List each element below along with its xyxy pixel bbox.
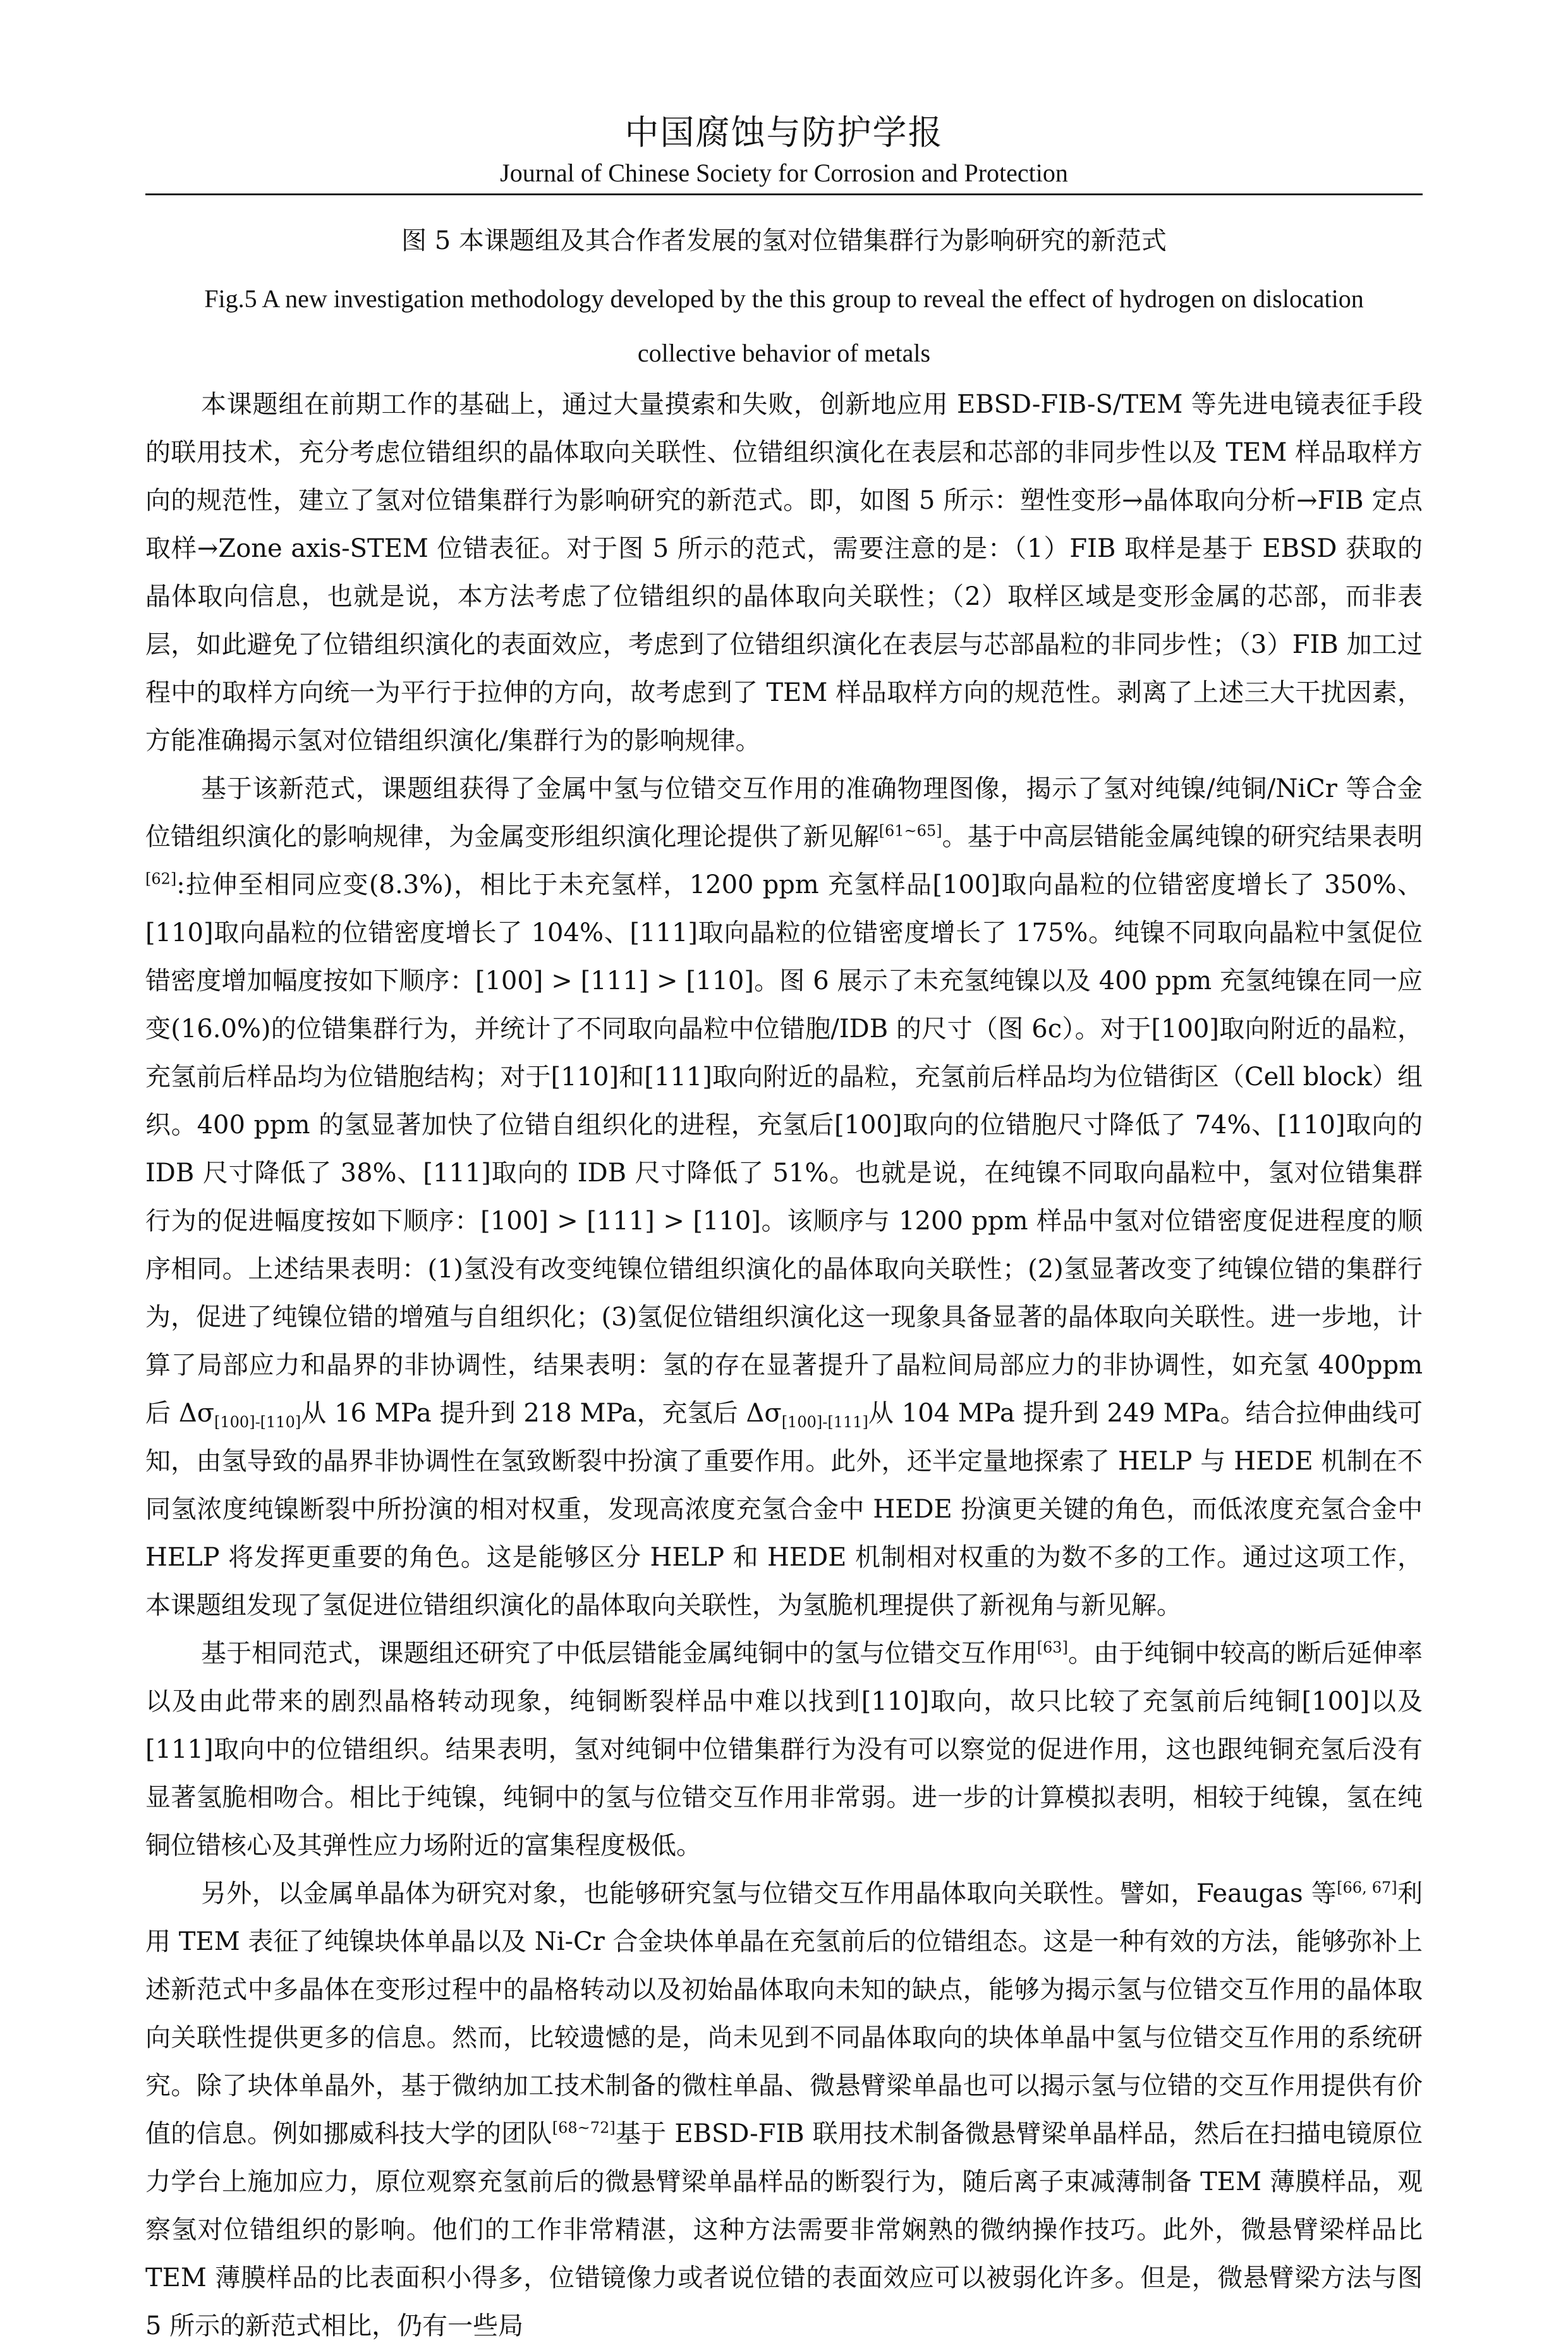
paragraph-2-text-b: 。基于中高层错能金属纯镍的研究结果表明 [942, 822, 1423, 851]
paragraph-3-text-a: 基于相同范式，课题组还研究了中低层错能金属纯铜中的氢与位错交互作用 [201, 1639, 1037, 1668]
citation-66-67: [66, 67] [1337, 1878, 1397, 1897]
paragraph-3-text-b: 。由于纯铜中较高的断后延伸率以及由此带来的剧烈晶格转动现象，纯铜断裂样品中难以找到[110]取向，故只比较了充氢前后纯铜[100]以及[111]取向中的位错组织。结果表明，氢对纯铜中位错集群行为没有可以察觉的促进作用，这也跟纯铜充氢后没有显著氢脆相吻合。相比于纯镍，纯铜中的氢与位错交互作用非常弱。进一步的计算模拟表明，相较于纯镍，氢在纯铜位错核心及其弹性应力场附近的富集程度极低。 [145, 1639, 1423, 1860]
paragraph-2-text-e: 从 104 MPa 提升到 249 MPa。结合拉伸曲线可知，由氢导致的晶界非协调性在氢致断裂中扮演了重要作用。此外，还半定量地探索了 HELP 与 HEDE 机制在不同氢浓度纯镍断裂中所扮演的相对权重，发现高浓度充氢合金中 HEDE 扮演更关键的角色，而低浓度充氢合金中 HELP 将发挥更重要的角色。这是能够区分 HELP 和 HEDE 机制相对权重的为数不多的工作。通过这项工作，本课题组发现了氢促进位错组织演化的晶体取向关联性，为氢脆机理提供了新视角与新见解。 [145, 1399, 1423, 1620]
paragraph-4-text-c: 基于 EBSD-FIB 联用技术制备微悬臂梁单晶样品，然后在扫描电镜原位力学台上施加应力，原位观察充氢前后的微悬臂梁单晶样品的断裂行为，随后离子束减薄制备 TEM 薄膜样品，观察氢对位错组织的影响。他们的工作非常精湛，这种方法需要非常娴熟的微纳操作技巧。此外，微悬臂梁样品比 TEM 薄膜样品的比表面积小得多，位错镜像力或者说位错的表面效应可以被弱化许多。但是，微悬臂梁方法与图 5 所示的新范式相比，仍有一些局 [145, 2119, 1423, 2341]
paragraph-1: 本课题组在前期工作的基础上，通过大量摸索和失败，创新地应用 EBSD-FIB-S/TEM 等先进电镜表征手段的联用技术，充分考虑位错组织的晶体取向关联性、位错组织演化在表层和芯部的非同步性以及 TEM 样品取样方向的规范性，建立了氢对位错集群行为影响研究的新范式。即，如图 5 所示：塑性变形→晶体取向分析→FIB 定点取样→Zone axis-STEM 位错表征。对于图 5 所示的范式，需要注意的是：（1）FIB 取样是基于 EBSD 获取的晶体取向信息，也就是说，本方法考虑了位错组织的晶体取向关联性；（2）取样区域是变形金属的芯部，而非表层，如此避免了位错组织演化的表面效应，考虑到了位错组织演化在表层与芯部晶粒的非同步性；（3）FIB 加工过程中的取样方向统一为平行于拉伸的方向，故考虑到了 TEM 样品取样方向的规范性。剥离了上述三大干扰因素，方能准确揭示氢对位错组织演化/集群行为的影响规律。 [145, 390, 1423, 755]
citation-61-65: [61~65] [878, 822, 942, 840]
citation-63: [63] [1036, 1638, 1068, 1657]
paragraph-4-text-a: 另外，以金属单晶体为研究对象，也能够研究氢与位错交互作用晶体取向关联性。譬如，Feaugas 等 [201, 1879, 1337, 1908]
paragraph-2-text-c: :拉伸至相同应变(8.3%)，相比于未充氢样，1200 ppm 充氢样品[100]取向晶粒的位错密度增长了 350%、[110]取向晶粒的位错密度增长了 104%、[111]取向晶粒的位错密度增长了 175%。纯镍不同取向晶粒中氢促位错密度增加幅度按如下顺序：[100] > [111] > [110]。图 6 展示了未充氢纯镍以及 400 ppm 充氢纯镍在同一应变(16.0%)的位错集群行为，并统计了不同取向晶粒中位错胞/IDB 的尺寸（图 6c）。对于[100]取向附近的晶粒，充氢前后样品均为位错胞结构；对于[110]和[111]取向附近的晶粒，充氢前后样品均为位错街区（Cell block）组织。400 ppm 的氢显著加快了位错自组织化的进程，充氢后[100]取向的位错胞尺寸降低了 74%、[110]取向的 IDB 尺寸降低了 38%、[111]取向的 IDB 尺寸降低了 51%。也就是说，在纯镍不同取向晶粒中，氢对位错集群行为的促进幅度按如下顺序：[100] > [111] > [110]。该顺序与 1200 ppm 样品中氢对位错密度促进程度的顺序相同。上述结果表明：(1)氢没有改变纯镍位错组织演化的晶体取向关联性；(2)氢显著改变了纯镍位错的集群行为，促进了纯镍位错的增殖与自组织化；(3)氢促位错组织演化这一现象具备显著的晶体取向关联性。进一步地，计算了局部应力和晶界的非协调性，结果表明：氢的存在显著提升了晶粒间局部应力的非协调性，如充氢 400ppm 后 Δσ [145, 870, 1423, 1428]
journal-title-cn: 中国腐蚀与防护学报 [624, 113, 944, 152]
citation-68-72: [68~72] [552, 2119, 616, 2137]
figure-caption-en-line1: Fig.5 A new investigation methodology developed by the this group to reveal the effect of hydrogen on dislocation [204, 284, 1364, 313]
subscript-100-111: [100]-[111] [781, 1413, 868, 1431]
paragraph-2 [145, 765, 1423, 1629]
paragraph-2-text-d: 从 16 MPa 提升到 218 MPa，充氢后 Δσ [301, 1399, 782, 1428]
citation-62: [62] [145, 870, 177, 888]
journal-title-en: Journal of Chinese Society for Corrosion and Protection [500, 159, 1068, 187]
journal-header [145, 109, 1423, 190]
header-rule [145, 193, 1423, 195]
paragraph-4 [145, 1870, 1423, 2350]
figure-caption-cn: 图 5 本课题组及其合作者发展的氢对位错集群行为影响研究的新范式 [401, 226, 1167, 255]
figure-caption-en-line2: collective behavior of metals [637, 339, 931, 367]
paragraph-2-text-a: 基于该新范式，课题组获得了金属中氢与位错交互作用的准确物理图像，揭示了氢对纯镍/纯铜/NiCr 等合金位错组织演化的影响规律，为金属变形组织演化理论提供了新见解 [145, 774, 1423, 851]
article-body [145, 222, 1423, 2350]
figure-caption-en [145, 272, 1423, 381]
subscript-100-110: [100]-[110] [214, 1413, 301, 1431]
paragraph-3 [145, 1629, 1423, 1870]
paragraph-4-text-b: 利用 TEM 表征了纯镍块体单晶以及 Ni-Cr 合金块体单晶在充氢前后的位错组态。这是一种有效的方法，能够弥补上述新范式中多晶体在变形过程中的晶格转动以及初始晶体取向未知的缺点，能够为揭示氢与位错交互作用的晶体取向关联性提供更多的信息。然而，比较遗憾的是，尚未见到不同晶体取向的块体单晶中氢与位错交互作用的系统研究。除了块体单晶外，基于微纳加工技术制备的微柱单晶、微悬臂梁单晶也可以揭示氢与位错的交互作用提供有价值的信息。例如挪威科技大学的团队 [145, 1879, 1423, 2148]
